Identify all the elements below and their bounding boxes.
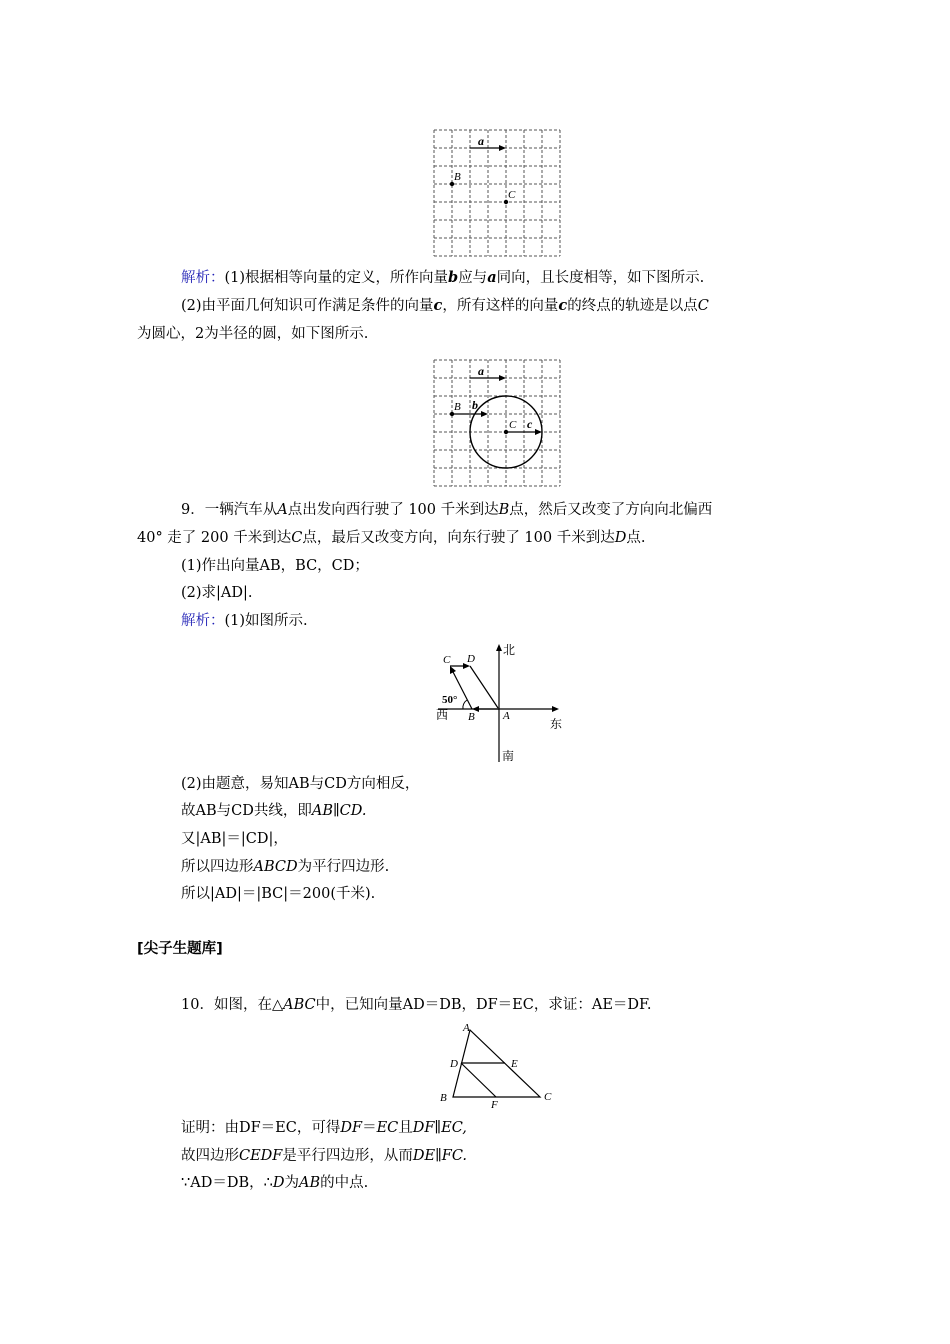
north-label: 北 bbox=[503, 643, 516, 657]
label-c-point: C bbox=[509, 419, 517, 431]
solution-9-line-1: (2)由题意，易知AB与CD方向相反， bbox=[181, 776, 420, 792]
east-label: 东 bbox=[550, 717, 563, 731]
solution-9-line-2: 故AB与CD共线，即AB∥CD. bbox=[181, 803, 367, 819]
label-c: C bbox=[508, 189, 516, 201]
compass-figure bbox=[432, 640, 572, 765]
label-f: F bbox=[491, 1099, 498, 1108]
label-a: a bbox=[478, 134, 484, 148]
solution-9-intro: 解析：(1)如图所示. bbox=[181, 613, 308, 629]
question-9-line-2: 40° 走了 200 千米到达C点，最后又改变方向，向东行驶了 100 千米到达D点. bbox=[137, 530, 646, 546]
label-c: C bbox=[443, 654, 451, 666]
label-b: B bbox=[468, 711, 475, 723]
label-a: a bbox=[478, 364, 484, 378]
proof-line-1: 证明：由DF＝EC，可得DF＝EC且DF∥EC, bbox=[181, 1120, 467, 1136]
label-b-vector: b bbox=[472, 398, 478, 412]
solution-9-line-5: 所以|AD|＝|BC|＝200(千米). bbox=[181, 886, 376, 902]
label-b: B bbox=[440, 1092, 447, 1104]
label-c: C bbox=[544, 1091, 552, 1103]
section-heading: [尖子生题库] bbox=[137, 941, 223, 957]
solution-tag: 解析： bbox=[181, 270, 225, 286]
angle-label: 50° bbox=[442, 694, 458, 706]
proof-line-3: ∵AD＝DB，∴D为AB的中点. bbox=[181, 1175, 369, 1191]
label-b-point: B bbox=[454, 401, 461, 413]
question-9-line-4: (2)求|AD|. bbox=[181, 585, 253, 601]
label-b: B bbox=[454, 171, 461, 183]
segment-da bbox=[470, 666, 498, 708]
label-a: A bbox=[503, 710, 510, 722]
proof-line-2: 故四边形CEDF是平行四边形，从而DE∥FC. bbox=[181, 1148, 468, 1164]
label-d: D bbox=[450, 1058, 458, 1070]
label-a: A bbox=[463, 1022, 470, 1034]
label-e: E bbox=[511, 1058, 518, 1070]
solution-8-part-1: 解析：(1)根据相等向量的定义，所作向量b应与a同向，且长度相等，如下图所示. bbox=[181, 269, 705, 286]
solution-8-part-2: (2)由平面几何知识可作满足条件的向量c，所有这样的向量c的终点的轨迹是以点C bbox=[181, 297, 709, 314]
solution-9-line-3: 又|AB|＝|CD|， bbox=[181, 831, 288, 847]
west-label: 西 bbox=[436, 708, 449, 722]
south-label: 南 bbox=[502, 749, 515, 763]
solution-tag: 解析： bbox=[181, 613, 225, 629]
label-c-vector: c bbox=[527, 417, 533, 431]
segment-df bbox=[461, 1063, 496, 1097]
question-9-line-3: (1)作出向量AB，BC，CD； bbox=[181, 558, 369, 574]
question-10: 10．如图，在△ABC中，已知向量AD＝DB，DF＝EC，求证：AE＝DF. bbox=[181, 997, 652, 1013]
grid-figure-1 bbox=[432, 128, 562, 258]
solution-9-line-4: 所以四边形ABCD为平行四边形. bbox=[181, 859, 390, 875]
solution-8-part-2-cont: 为圆心，2为半径的圆，如下图所示. bbox=[137, 326, 369, 342]
question-9-line-1: 9．一辆汽车从A点出发向西行驶了 100 千米到达B点，然后又改变了方向向北偏西 bbox=[181, 502, 713, 518]
label-d: D bbox=[467, 653, 475, 665]
grid-figure-2 bbox=[432, 358, 562, 488]
triangle-figure bbox=[436, 1022, 560, 1108]
